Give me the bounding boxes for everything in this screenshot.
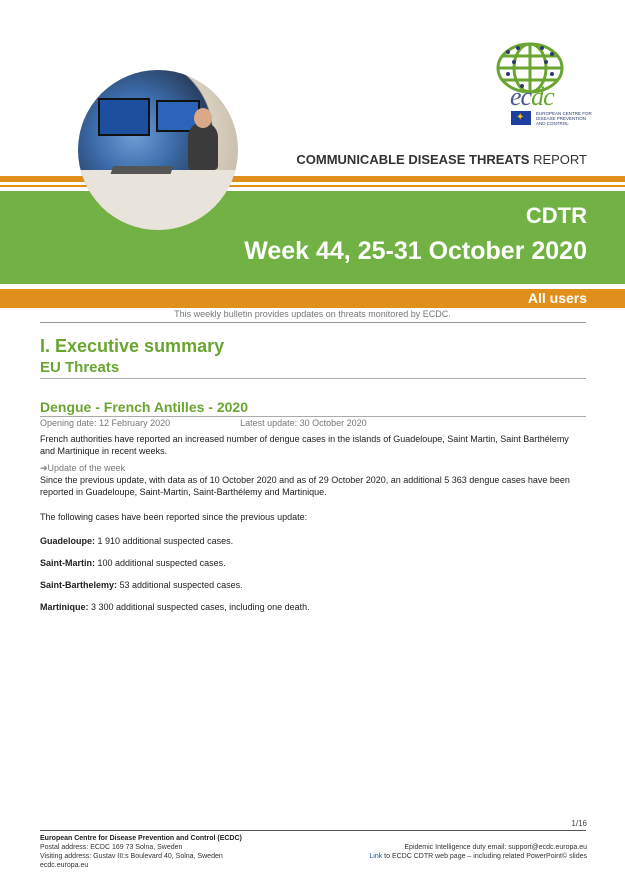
footer-link-text: to ECDC CDTR web page – including related PowerPoint© slides (382, 853, 587, 860)
footer-divider (40, 830, 586, 831)
threat-dates (40, 418, 586, 428)
report-title (296, 152, 587, 167)
list-item-text: 53 additional suspected cases. (117, 580, 243, 590)
wordmark-main: ec (510, 82, 532, 111)
banner-week: Week 44, 25-31 October 2020 (244, 237, 587, 265)
report-title-rest: REPORT (533, 152, 587, 167)
list-item-text: 1 910 additional suspected cases. (95, 536, 234, 546)
list-item-place: Guadeloupe: (40, 536, 96, 546)
person (188, 122, 218, 170)
banner-cdtr: CDTR (525, 203, 587, 228)
footer-duty-email[interactable]: Epidemic Intelligence duty email: support@ecdc.europa.eu (404, 844, 587, 851)
list-item-place: Martinique: (40, 602, 89, 612)
desk (78, 170, 238, 230)
page-number: 1/16 (571, 819, 587, 828)
eu-flag-icon (511, 111, 531, 125)
update-text: Since the previous update, with data as of 10 October 2020 and as of 29 October 2020, an additional 5 363 dengue cases have been reported in Guadeloupe, Saint-Martin, Saint-Barthélemy and Martinique. (40, 475, 570, 497)
audience-label: All users (527, 290, 587, 306)
list-item-text: 3 300 additional suspected cases, including one death. (88, 602, 310, 612)
header-photo (78, 70, 238, 230)
footer-site-link[interactable]: ecdc.europa.eu (40, 862, 89, 869)
footer-org: European Centre for Disease Prevention and Control (ECDC) (40, 835, 242, 842)
keyboard (111, 166, 174, 174)
main-content (40, 336, 586, 612)
wordmark-accent: dc (531, 82, 554, 111)
list-item (40, 558, 586, 568)
threat-title: Dengue - French Antilles - 2020 (40, 399, 586, 417)
section-heading: I. Executive summary (40, 336, 225, 356)
list-item (40, 602, 586, 612)
footer-address (40, 834, 242, 870)
bulletin-note: This weekly bulletin provides updates on threats monitored by ECDC. (174, 309, 451, 319)
list-intro: The following cases have been reported since the previous update: (40, 512, 308, 522)
latest-update: Latest update: 30 October 2020 (240, 418, 367, 428)
list-item (40, 536, 586, 546)
footer-postal: Postal address: ECDC 169 73 Solna, Sweden (40, 844, 183, 851)
footer-link-line (369, 852, 587, 861)
list-item (40, 580, 586, 590)
ecdc-wordmark (510, 82, 554, 112)
opening-date: Opening date: 12 February 2020 (40, 418, 171, 428)
threat-intro: French authorities have reported an increased number of dengue cases in the islands of Guadeloupe, Saint Martin, Saint Barthélemy and Martinique in recent weeks. (40, 434, 569, 456)
list-item-place: Saint-Barthelemy: (40, 580, 118, 590)
cdtr-web-link[interactable]: Link (369, 853, 383, 860)
ecdc-logo-subtext: EUROPEAN CENTRE FOR DISEASE PREVENTION AND CONTROL (536, 111, 592, 126)
update-label: ➔Update of the week (40, 463, 126, 473)
subsection-heading: EU Threats (40, 359, 586, 379)
divider (40, 322, 586, 323)
list-item-place: Saint-Martin: (40, 558, 95, 568)
list-item-text: 100 additional suspected cases. (95, 558, 226, 568)
person-head (194, 108, 212, 128)
report-title-bold: COMMUNICABLE DISEASE THREATS (296, 152, 530, 167)
footer-visiting: Visiting address: Gustav III:s Boulevard 40, Solna, Sweden (40, 853, 223, 860)
footer-contact (369, 843, 587, 861)
monitor-screen (98, 98, 150, 136)
